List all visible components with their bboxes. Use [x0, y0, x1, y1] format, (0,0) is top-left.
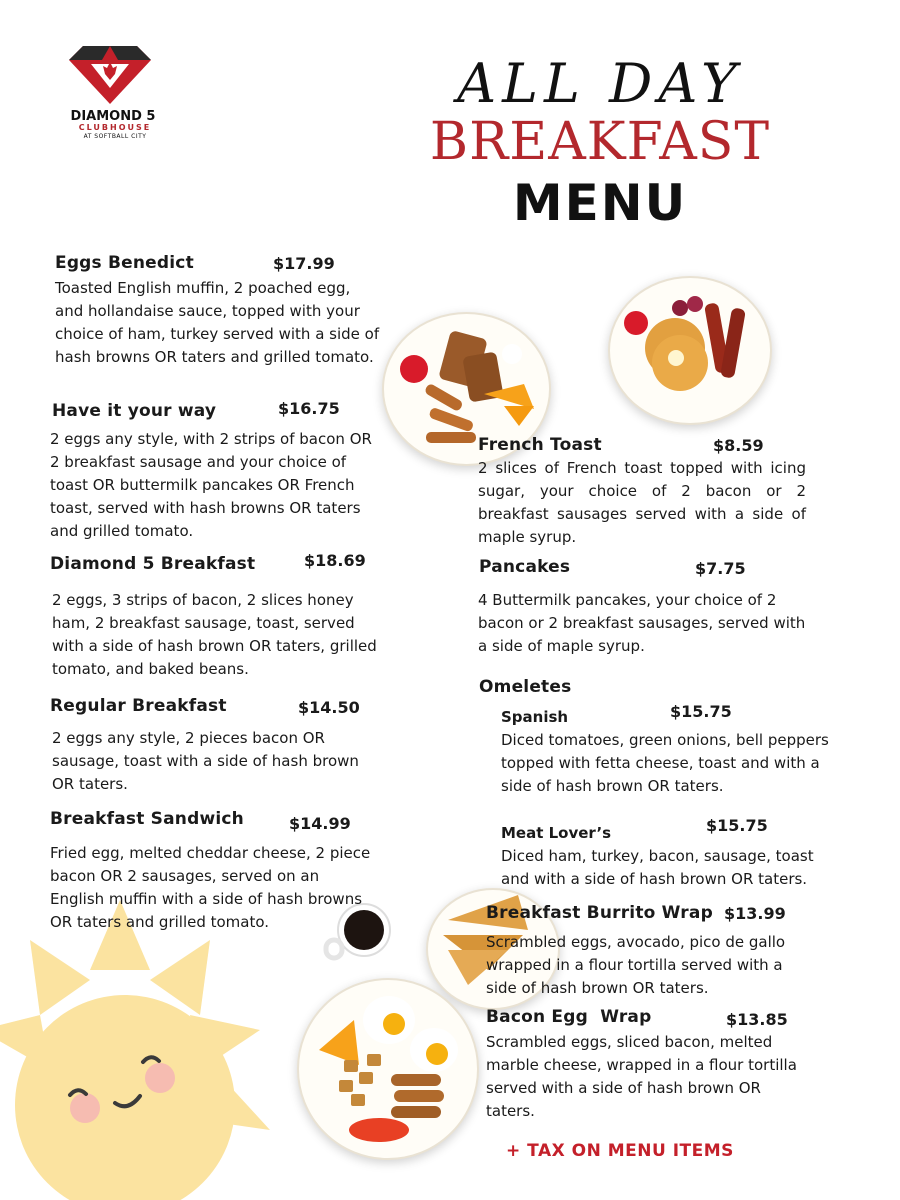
- brand-subtitle: CLUBHOUSE: [78, 123, 152, 132]
- logo: [55, 42, 165, 142]
- item-desc-breakfast-sandwich: Fried egg, melted cheddar cheese, 2 piece bacon OR 2 sausages, served on an English muffin with a side of hash browns OR taters and grilled tomato.: [50, 844, 371, 931]
- item-desc-breakfast-burrito-wrap: Scrambled eggs, avocado, pico de gallo wrapped in a flour tortilla served with a side of hash brown OR taters.: [486, 933, 786, 997]
- title-menu: MENU: [512, 174, 688, 232]
- full-breakfast-plate-image: [297, 978, 479, 1160]
- item-desc-diamond-5-breakfast: 2 eggs, 3 strips of bacon, 2 slices honey ham, 2 breakfast sausage, toast, served with a side of hash brown OR taters, grilled tomato, and baked beans.: [52, 591, 377, 678]
- item-desc-eggs-benedict: Toasted English muffin, 2 poached egg, and hollandaise sauce, topped with your choice of ham, turkey served with a side of hash browns OR taters and grilled tomato.: [55, 279, 380, 366]
- item-price-french-toast: $8.59: [713, 436, 764, 455]
- item-desc-bacon-egg-wrap: Scrambled eggs, sliced bacon, melted marble cheese, wrapped in a flour tortilla served with a side of hash brown OR taters.: [486, 1033, 797, 1120]
- item-name-meat-lovers-omelette: Meat Lover’s: [501, 824, 612, 842]
- item-name-bacon-egg-wrap: Bacon Egg Wrap: [486, 1007, 652, 1027]
- item-desc-pancakes: 4 Buttermilk pancakes, your choice of 2 bacon or 2 breakfast sausages, served with a side of maple syrup.: [478, 591, 806, 655]
- item-name-spanish-omelette: Spanish: [501, 708, 569, 726]
- item-name-french-toast: French Toast: [478, 435, 602, 455]
- omelettes-heading: Omeletes: [479, 677, 572, 697]
- item-name-pancakes: Pancakes: [479, 557, 571, 577]
- sun-illustration: [0, 900, 290, 1200]
- item-price-pancakes: $7.75: [695, 559, 746, 578]
- item-name-have-it-your-way: Have it your way: [52, 401, 217, 421]
- item-price-diamond-5-breakfast: $18.69: [304, 551, 366, 570]
- item-name-diamond-5-breakfast: Diamond 5 Breakfast: [50, 554, 256, 574]
- item-desc-meat-lovers-omelette: Diced ham, turkey, bacon, sausage, toast and with a side of hash brown OR taters.: [501, 847, 814, 888]
- item-desc-french-toast: 2 slices of French toast topped with icing sugar, your choice of 2 bacon or 2 breakfast sausages served with a side of maple syrup.: [478, 459, 806, 546]
- item-price-breakfast-burrito-wrap: $13.99: [724, 904, 786, 923]
- item-price-have-it-your-way: $16.75: [278, 399, 340, 418]
- brand-location: AT SOFTBALL CITY: [83, 133, 147, 140]
- diamond-logo-icon: [55, 42, 165, 110]
- item-price-bacon-egg-wrap: $13.85: [726, 1010, 788, 1029]
- item-desc-have-it-your-way: 2 eggs any style, with 2 strips of bacon OR 2 breakfast sausage and your choice of toast OR buttermilk pancakes OR French toast, served with hash browns OR taters and grilled tomato.: [50, 430, 372, 540]
- item-name-regular-breakfast: Regular Breakfast: [50, 696, 227, 716]
- item-desc-spanish-omelette: Diced tomatoes, green onions, bell peppers topped with fetta cheese, toast and with a side of hash brown OR taters.: [501, 731, 829, 795]
- item-name-eggs-benedict: Eggs Benedict: [55, 253, 194, 273]
- item-price-regular-breakfast: $14.50: [298, 698, 360, 717]
- item-price-eggs-benedict: $17.99: [273, 254, 335, 273]
- tax-notice: + TAX ON MENU ITEMS: [506, 1141, 734, 1161]
- title-all-day: ALL DAY: [457, 52, 743, 115]
- item-price-spanish-omelette: $15.75: [670, 702, 732, 721]
- item-name-breakfast-sandwich: Breakfast Sandwich: [50, 809, 244, 829]
- item-price-breakfast-sandwich: $14.99: [289, 814, 351, 833]
- brand-name: DIAMOND 5: [70, 109, 156, 124]
- title-breakfast: BREAKFAST: [429, 112, 771, 172]
- pancake-plate-image: [608, 276, 772, 425]
- item-price-meat-lovers-omelette: $15.75: [706, 816, 768, 835]
- item-name-breakfast-burrito-wrap: Breakfast Burrito Wrap: [486, 903, 713, 923]
- item-desc-regular-breakfast: 2 eggs any style, 2 pieces bacon OR sausage, toast with a side of hash brown OR taters.: [52, 729, 359, 793]
